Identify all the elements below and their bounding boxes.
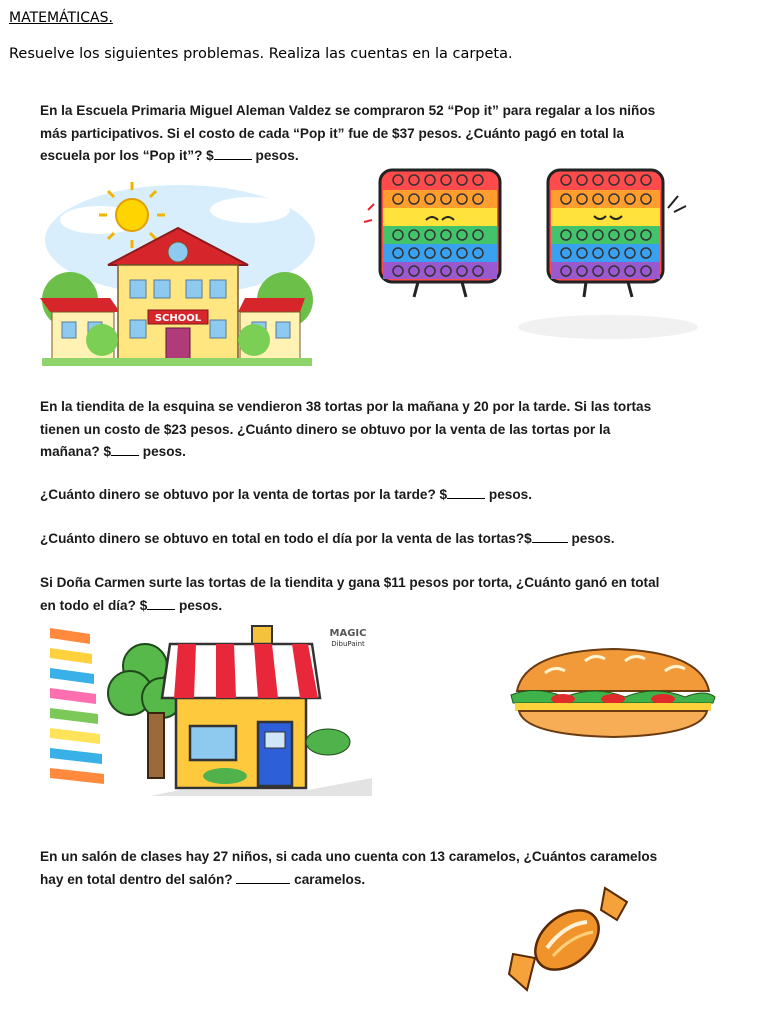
- problem-3-text: ¿Cuánto dinero se obtuvo por la venta de tortas por la tarde? $: [40, 487, 448, 502]
- store-illustration: [50, 618, 372, 798]
- brand-logo-text: MAGIC: [329, 628, 367, 639]
- problem-1-line-1: En la Escuela Primaria Miguel Aleman Valdez se compraron 52 “Pop it” para regalar a los niños: [40, 103, 656, 118]
- problem-5-line-2: [40, 595, 740, 618]
- problem-1-text: escuela por los “Pop it”? $: [40, 148, 214, 163]
- answer-blank: [214, 147, 252, 160]
- problem-6-line-2: [40, 869, 740, 892]
- torta-illustration: [505, 645, 720, 740]
- school-illustration: [40, 180, 315, 370]
- answer-blank: [111, 443, 139, 456]
- problem-2-line-1: En la tiendita de la esquina se vendieron 38 tortas por la mañana y 20 por la tarde. Si las tortas: [40, 399, 652, 414]
- page-heading: MATEMÁTICAS.: [9, 10, 113, 26]
- candy-illustration: [505, 884, 630, 996]
- school-sign: SCHOOL: [154, 313, 202, 324]
- problem-1-unit: pesos.: [251, 148, 299, 163]
- problem-5-text: en todo el día? $: [40, 597, 148, 613]
- problem-1: [40, 100, 740, 168]
- problem-3: [40, 484, 740, 507]
- problem-4-text: ¿Cuánto dinero se obtuvo en total en todo el día por la venta de las tortas?$: [40, 531, 532, 546]
- brand-logo-subtext: DibuPaint: [331, 640, 365, 648]
- problem-2-line-3: [40, 441, 740, 464]
- answer-blank: [147, 597, 175, 610]
- problem-6: [40, 846, 740, 891]
- instructions: Resuelve los siguientes problemas. Realiza las cuentas en la carpeta.: [9, 46, 513, 62]
- problem-1-line-2: más participativos. Si el costo de cada “Pop it” fue de $37 pesos. ¿Cuánto pagó en total la: [40, 125, 624, 141]
- problem-5-unit: pesos.: [175, 597, 223, 613]
- problem-2-line-2: tienen un costo de $23 pesos. ¿Cuánto dinero se obtuvo por la venta de las tortas por la: [40, 421, 611, 437]
- problem-5: [40, 572, 740, 617]
- problem-4: [40, 528, 740, 551]
- answer-blank: [236, 871, 290, 884]
- problem-5-line-1: Si Doña Carmen surte las tortas de la tiendita y gana $11 pesos por torta, ¿Cuánto ganó en total: [40, 575, 660, 590]
- pop-it-illustration: [358, 162, 698, 347]
- problem-2: [40, 396, 740, 464]
- answer-blank: [532, 530, 568, 543]
- problem-6-line-1: En un salón de clases hay 27 niños, si cada uno cuenta con 13 caramelos, ¿Cuántos caramelos: [40, 849, 658, 864]
- problem-2-text: mañana? $: [40, 444, 112, 459]
- answer-blank: [447, 486, 485, 499]
- problem-2-unit: pesos.: [139, 444, 186, 459]
- problem-4-unit: pesos.: [567, 531, 615, 546]
- problem-3-unit: pesos.: [485, 487, 532, 502]
- problem-6-text: hay en total dentro del salón?: [40, 871, 237, 887]
- problem-6-unit: caramelos.: [290, 871, 366, 887]
